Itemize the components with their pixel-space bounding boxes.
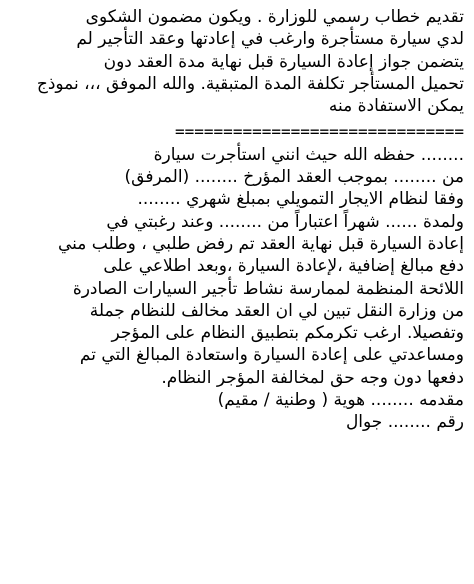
letter-line: من ........ بموجب العقد المؤرخ ........ (المرفق): [124, 167, 464, 188]
intro-line: تحميل المستأجر تكلفة المدة المتبقية. والله الموفق ،،، نموذج: [36, 73, 464, 94]
letter-line: دفع مبالغ إضافية ،لإعادة السيارة ،وبعد اطلاعي على: [103, 256, 464, 277]
intro-line: يتضمن جواز إعادة السيارة قبل نهاية مدة العقد دون: [103, 51, 464, 72]
intro-paragraph: [10, 6, 464, 117]
letter-line: مقدمه ........ هوية ( وطنية / مقيم): [217, 390, 464, 411]
letter-line: دفعها دون وجه حق لمخالفة المؤجر النظام.: [161, 367, 464, 388]
intro-line: لدي سيارة مستأجرة وارغب في إعادتها وعقد التأجير لم: [76, 29, 464, 50]
letter-line: من وزارة النقل تبين لي ان العقد مخالف للنظام جملة: [89, 300, 464, 321]
separator-line: ==============================: [175, 122, 464, 142]
letter-line: رقم ........ جوال: [345, 412, 464, 433]
intro-line: يمكن الاستفادة منه: [328, 96, 464, 117]
letter-line: ........ حفظه الله حيث انني استأجرت سيارة: [153, 144, 464, 165]
letter-body: [10, 144, 464, 434]
letter-line: ومساعدتي على إعادة السيارة واستعادة المبالغ التي تم: [79, 345, 464, 366]
letter-line: اللائحة المنظمة لممارسة نشاط تأجير السيارات الصادرة: [72, 278, 464, 299]
letter-line: إعادة السيارة قبل نهاية العقد تم رفض طلبي ، وطلب مني: [57, 233, 464, 254]
intro-line: تقديم خطاب رسمي للوزارة . ويكون مضمون الشكوى: [85, 7, 464, 27]
letter-line: وفقا لنظام الايجار التمويلي بمبلغ شهري ........: [137, 189, 464, 210]
letter-line: وتفصيلا. ارغب تكرمكم بتطبيق النظام على المؤجر: [111, 323, 464, 344]
letter-line: ولمدة ...... شهراً اعتباراً من ........ وعند رغبتي في: [106, 211, 464, 232]
